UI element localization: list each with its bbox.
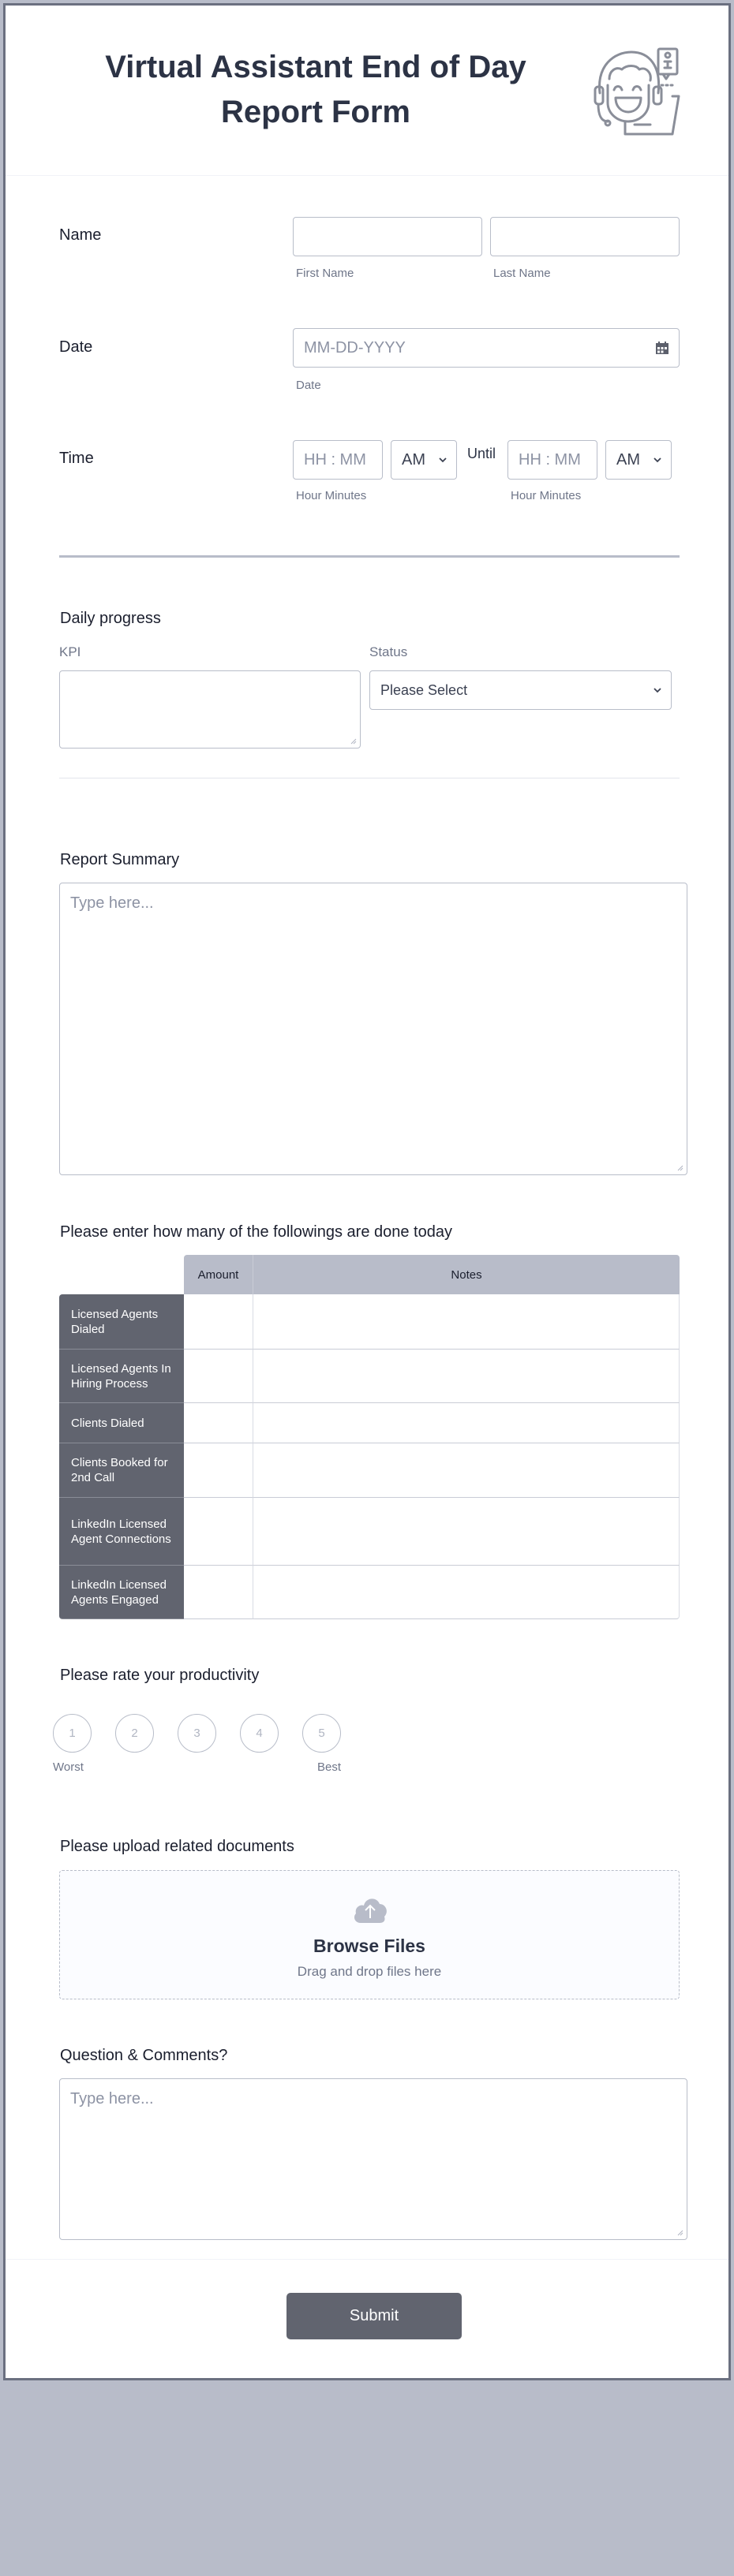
rating-option-2[interactable]: 2 [115,1714,154,1753]
matrix-row-label: LinkedIn Licensed Agent Connections [59,1498,184,1566]
last-name-input[interactable] [490,217,680,256]
notes-cell-input[interactable] [253,1403,680,1443]
amount-cell-input[interactable] [184,1350,253,1403]
comments-textarea[interactable] [59,2078,687,2240]
resize-grip-icon[interactable] [676,1163,683,1171]
chevron-down-icon [653,456,661,464]
form-header [6,6,728,176]
status-select[interactable] [369,670,672,710]
amount-cell-input[interactable] [184,1498,253,1566]
start-time-placeholder: HH : MM [304,450,366,469]
end-time-sublabel: Hour Minutes [511,489,582,502]
end-time-placeholder: HH : MM [519,450,581,469]
amount-cell-input[interactable] [184,1294,253,1350]
date-placeholder: MM-DD-YYYY [304,338,406,357]
report-summary-placeholder: Type here... [70,894,154,912]
form-card [3,3,731,2380]
upload-heading: Please upload related documents [60,1838,294,1855]
rating-max-label: Best [317,1760,342,1774]
name-label: Name [59,226,102,244]
chevron-down-icon [653,686,661,694]
notes-cell-input[interactable] [253,1443,680,1498]
last-name-sublabel: Last Name [493,267,551,280]
chevron-down-icon [439,456,447,464]
column-header-notes: Notes [253,1255,680,1294]
start-time-input[interactable] [293,440,383,480]
rating-option-1[interactable]: 1 [53,1714,92,1753]
start-ampm-select[interactable] [391,440,457,480]
notes-cell-input[interactable] [253,1498,680,1566]
notes-cell-input[interactable] [253,1294,680,1350]
end-ampm-value: AM [616,450,640,469]
calendar-icon[interactable] [655,341,669,355]
matrix-row-label: LinkedIn Licensed Agents Engaged [59,1566,184,1619]
kpi-textarea[interactable] [59,670,361,749]
kpi-label: KPI [59,644,81,659]
form-title: Virtual Assistant End of Day Report Form [105,50,526,129]
date-label: Date [59,338,93,356]
rating-heading: Please rate your productivity [60,1667,260,1684]
time-label: Time [59,450,94,467]
resize-grip-icon[interactable] [349,737,357,745]
report-summary-heading: Report Summary [60,851,180,868]
drag-drop-hint: Drag and drop files here [297,1964,442,1979]
start-time-sublabel: Hour Minutes [296,489,367,502]
rating-min-label: Worst [53,1760,84,1774]
notes-cell-input[interactable] [253,1566,680,1619]
matrix-row-label: Licensed Agents In Hiring Process [59,1350,184,1403]
cloud-upload-icon [351,1895,389,1926]
footer-divider [6,2259,728,2260]
section-divider [59,555,680,558]
status-label: Status [369,644,408,659]
amount-cell-input[interactable] [184,1443,253,1498]
date-input[interactable] [293,328,680,368]
report-summary-textarea[interactable] [59,883,687,1175]
amount-cell-input[interactable] [184,1403,253,1443]
until-label: Until [467,446,496,461]
matrix-row-label: Clients Booked for 2nd Call [59,1443,184,1498]
rating-option-3[interactable]: 3 [178,1714,216,1753]
browse-files-button[interactable]: Browse Files [313,1936,425,1956]
daily-progress-heading: Daily progress [60,610,161,627]
first-name-input[interactable] [293,217,482,256]
column-header-amount: Amount [184,1255,253,1294]
matrix-heading: Please enter how many of the followings are done today [60,1223,452,1241]
file-dropzone[interactable] [59,1870,680,1999]
end-time-input[interactable] [507,440,597,480]
comments-placeholder: Type here... [70,2090,154,2107]
status-selected-value: Please Select [380,681,468,698]
amount-cell-input[interactable] [184,1566,253,1619]
matrix-row-label: Licensed Agents Dialed [59,1294,184,1350]
end-ampm-select[interactable] [605,440,672,480]
resize-grip-icon[interactable] [676,2228,683,2236]
comments-heading: Question & Comments? [60,2047,228,2064]
start-ampm-value: AM [402,450,425,469]
notes-cell-input[interactable] [253,1350,680,1403]
rating-option-4[interactable]: 4 [240,1714,279,1753]
submit-button[interactable]: Submit [286,2293,462,2339]
first-name-sublabel: First Name [296,267,354,280]
virtual-assistant-headset-icon [590,46,682,137]
matrix-row-label: Clients Dialed [59,1403,184,1443]
rating-option-5[interactable]: 5 [302,1714,341,1753]
date-sublabel: Date [296,379,321,392]
